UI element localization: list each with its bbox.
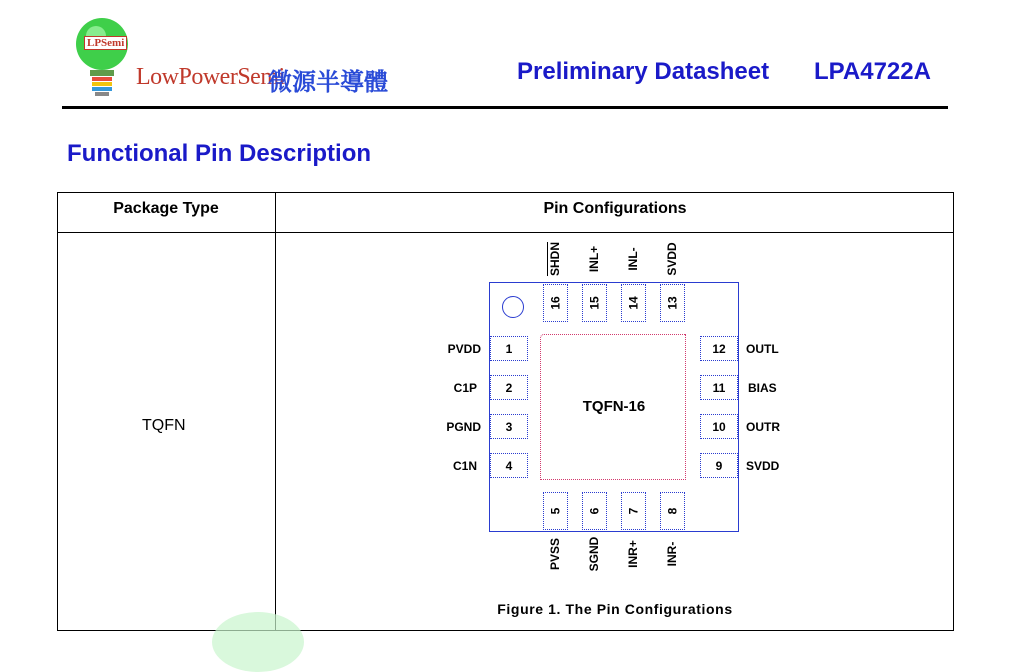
pin-15-pad: 15 xyxy=(582,284,607,322)
pin-16-label: SHDN xyxy=(548,242,562,277)
pin-12-label: OUTL xyxy=(746,342,779,356)
watermark-shape xyxy=(212,612,304,672)
pin-3-label: PGND xyxy=(446,420,481,434)
header-package-type: Package Type xyxy=(113,200,219,217)
package-name: TQFN-16 xyxy=(582,398,646,415)
pin-5-label: PVSS xyxy=(548,538,562,571)
pin1-marker-icon xyxy=(502,296,524,318)
pin-8-pad: 8 xyxy=(660,492,685,530)
package-type-value: TQFN xyxy=(142,417,186,434)
document-title: Preliminary Datasheet xyxy=(517,58,770,85)
pin-8-label: INR- xyxy=(665,541,679,567)
logo-chinese-text: 微源半導體 xyxy=(268,68,388,96)
pin-6-label: SGND xyxy=(587,536,601,572)
pin-2-pad: 2 xyxy=(490,375,528,400)
pin-4-pad: 4 xyxy=(490,453,528,478)
pin-5-pad: 5 xyxy=(543,492,568,530)
pin-7-label: INR+ xyxy=(626,540,640,568)
pin-11-pad: 11 xyxy=(700,375,738,400)
pin-10-pad: 10 xyxy=(700,414,738,439)
pin-9-label: SVDD xyxy=(746,459,780,473)
pin-13-label: SVDD xyxy=(665,242,679,276)
pin-3-pad: 3 xyxy=(490,414,528,439)
pin-4-label: C1N xyxy=(452,459,477,473)
table-column-divider xyxy=(275,192,276,631)
pin-2-label: C1P xyxy=(453,381,477,395)
pin-16-pad: 16 xyxy=(543,284,568,322)
pin-13-pad: 13 xyxy=(660,284,685,322)
pin-1-pad: 1 xyxy=(490,336,528,361)
pin-11-label: BIAS xyxy=(748,381,777,395)
pin-6-pad: 6 xyxy=(582,492,607,530)
header-pin-configurations: Pin Configurations xyxy=(543,200,687,217)
pin-1-label: PVDD xyxy=(447,342,481,356)
header-divider xyxy=(62,106,948,109)
logo-bulb-icon xyxy=(72,14,136,102)
pin-10-label: OUTR xyxy=(746,420,780,434)
table-header-divider xyxy=(57,232,954,233)
pin-14-label: INL- xyxy=(626,247,640,271)
pin-7-pad: 7 xyxy=(621,492,646,530)
pin-12-pad: 12 xyxy=(700,336,738,361)
part-number: LPA4722A xyxy=(814,58,931,85)
section-title: Functional Pin Description xyxy=(67,140,372,167)
pin-15-label: INL+ xyxy=(587,245,601,273)
figure-caption: Figure 1. The Pin Configurations xyxy=(497,601,733,617)
pin-14-pad: 14 xyxy=(621,284,646,322)
pin-9-pad: 9 xyxy=(700,453,738,478)
logo-text: LowPowerSemi xyxy=(136,64,285,90)
logo-badge: LPSemi xyxy=(84,36,127,50)
